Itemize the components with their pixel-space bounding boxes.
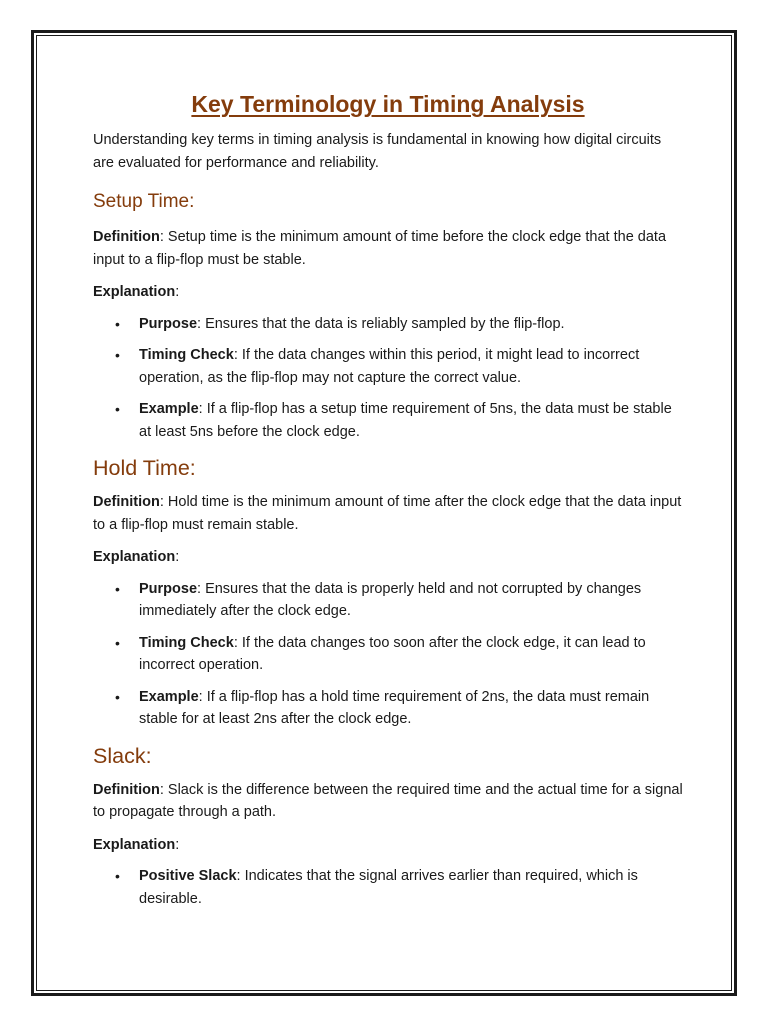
bullet-text: : If a flip-flop has a hold time requirement of 2ns, the data must remain stable for at least 2ns after the clock edge. [139,688,650,727]
section-heading-slack: Slack: [93,743,152,768]
bullet-label: Timing Check [139,347,234,363]
explanation-label-line [93,281,683,304]
intro-paragraph: Understanding key terms in timing analysis is fundamental in knowing how digital circuits are evaluated for performance and reliability. [93,132,662,171]
list-item [93,344,683,389]
definition-label: Definition [93,781,160,798]
definition-label: Definition [93,229,160,245]
list-item [93,313,683,336]
bullet-text: : Indicates that the signal arrives earlier than required, which is desirable. [139,868,638,907]
explanation-suffix: : [175,284,180,300]
list-item [93,632,683,677]
definition-paragraph [93,491,683,536]
bullet-label: Timing Check [139,634,234,651]
bullet-text: : Ensures that the data is properly held and not corrupted by changes immediately after the clock edge. [139,580,642,619]
section-slack [93,742,683,911]
bullet-list [93,578,683,731]
definition-text: : Setup time is the minimum amount of time before the clock edge that the data input to a flip-flop must be stable. [93,229,667,268]
definition-paragraph [93,779,683,824]
bullet-label: Example [139,688,199,705]
bullet-list [93,313,683,444]
definition-text: : Slack is the difference between the required time and the actual time for a signal to propagate through a path. [93,781,683,820]
explanation-label: Explanation [93,549,176,565]
definition-paragraph [93,226,683,271]
explanation-label: Explanation [93,284,176,300]
list-item [93,578,683,623]
section-heading-hold-time: Hold Time: [93,456,196,480]
bullet-label: Purpose [139,580,198,597]
section-setup-time [93,188,683,443]
bullet-icon: • [115,315,120,332]
explanation-suffix: : [175,549,180,565]
bullet-text: : If a flip-flop has a setup time requirement of 5ns, the data must be stable at least 5ns before the clock edge. [139,401,672,440]
bullet-label: Example [139,401,199,417]
bullet-icon: • [115,634,120,651]
document-title: Key Terminology in Timing Analysis [191,91,585,117]
bullet-icon: • [115,347,120,363]
bullet-icon: • [115,688,120,705]
section-hold-time [93,454,683,731]
explanation-label: Explanation [93,836,176,853]
section-heading-setup-time: Setup Time: [93,191,195,212]
bullet-text: : If the data changes too soon after the clock edge, it can lead to incorrect operation. [139,634,646,673]
bullet-list [93,865,683,910]
document-body [93,88,683,919]
bullet-text: : Ensures that the data is reliably sampled by the flip-flop. [197,315,565,332]
explanation-label-line [93,834,683,857]
definition-text: : Hold time is the minimum amount of time after the clock edge that the data input to a flip-flop must remain stable. [93,494,682,533]
bullet-icon: • [115,868,120,884]
list-item [93,865,683,910]
list-item [93,686,683,731]
list-item [93,398,683,443]
definition-label: Definition [93,494,160,510]
explanation-label-line [93,546,683,569]
bullet-text: : If the data changes within this period, it might lead to incorrect operation, as the flip-flop may not capture the correct value. [139,347,640,386]
bullet-icon: • [115,580,120,597]
bullet-icon: • [115,401,120,417]
explanation-suffix: : [175,836,180,853]
bullet-label: Purpose [139,315,198,332]
bullet-label: Positive Slack [139,868,237,884]
